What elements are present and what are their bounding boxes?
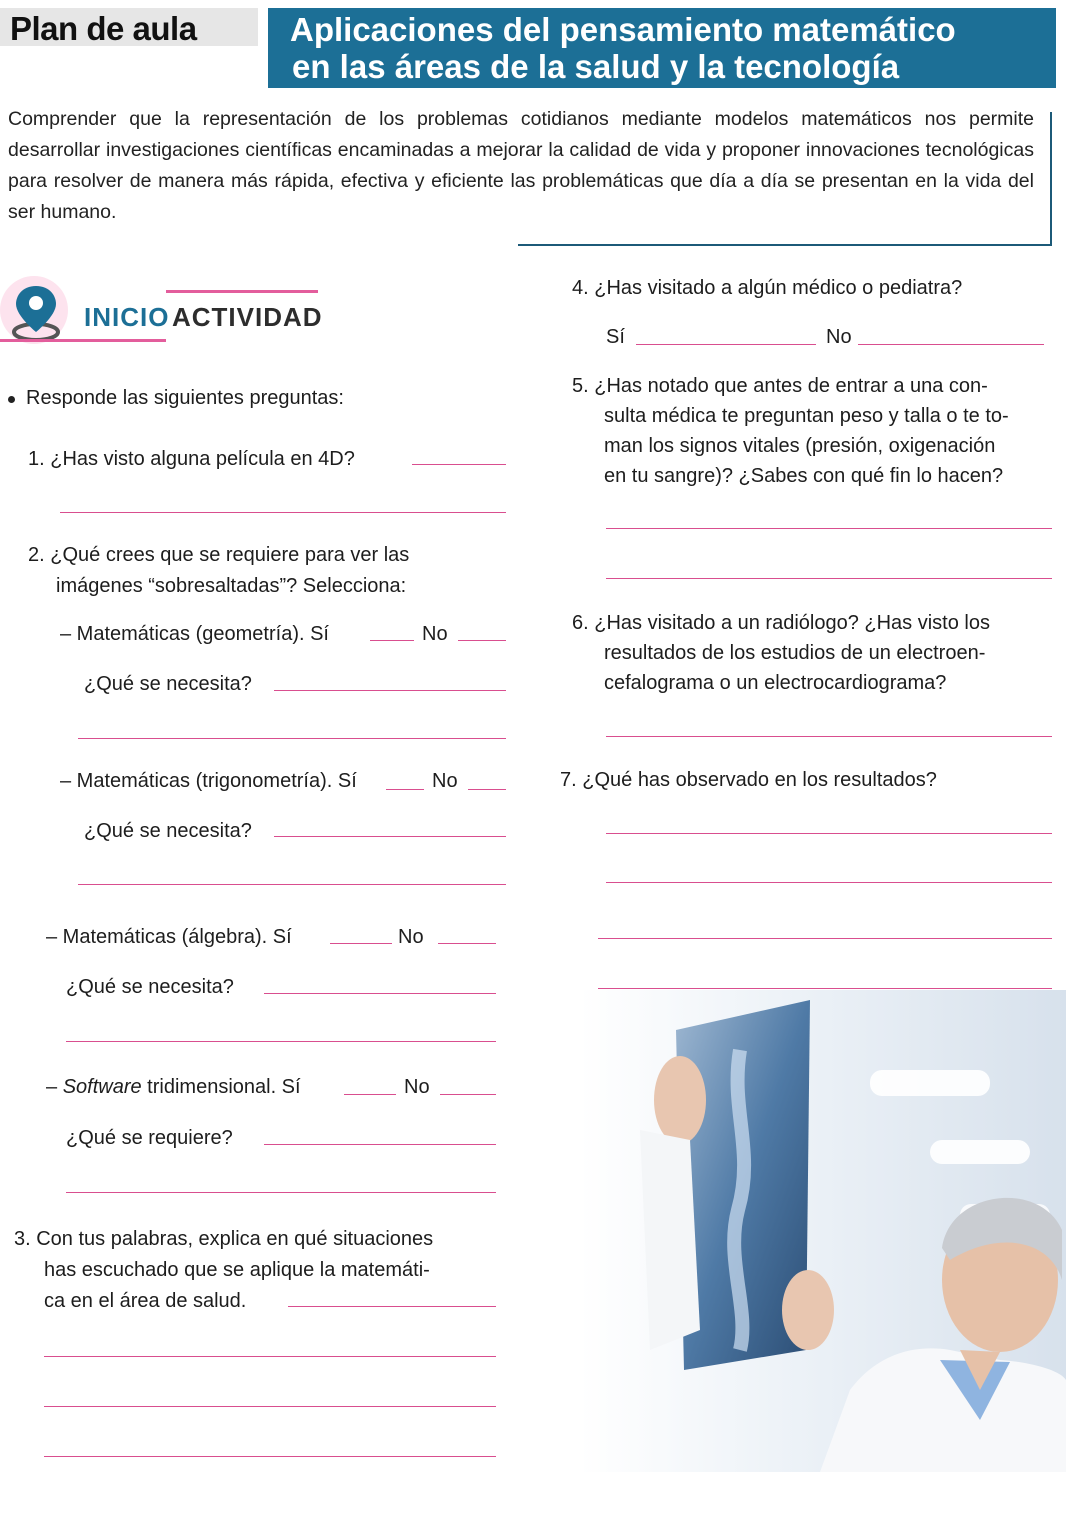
question-5-line-4: en tu sangre)? ¿Sabes con qué fin lo hacen? (604, 465, 1004, 487)
q4-si-line[interactable] (636, 344, 816, 345)
question-1: 1. ¿Has visto alguna película en 4D? (28, 448, 355, 470)
doctor-xray-photo (580, 990, 1066, 1472)
bullet-dot (8, 396, 15, 403)
geometria-no-line[interactable] (458, 640, 506, 641)
answer-line-q3-d[interactable] (44, 1456, 496, 1457)
algebra-no-label: No (398, 926, 424, 948)
question-2-line-1: 2. ¿Qué crees que se requiere para ver las (28, 544, 410, 566)
question-3-line-1: 3. Con tus palabras, explica en qué situaciones (14, 1228, 434, 1250)
answer-line-q1-b[interactable] (60, 512, 506, 513)
q4-si-label: Sí (606, 326, 625, 348)
question-2-line-2: imágenes “sobresaltadas”? Selecciona: (56, 575, 407, 597)
trigonometria-answer-line-b[interactable] (78, 884, 506, 885)
inicio-label: INICIO (84, 302, 170, 332)
title-banner (268, 8, 1056, 88)
badge-underline (0, 339, 166, 342)
software-answer-line[interactable] (264, 1144, 496, 1145)
answer-line-q6[interactable] (606, 736, 1052, 737)
geometria-si-line[interactable] (370, 640, 414, 641)
software-question: ¿Qué se requiere? (66, 1127, 233, 1149)
question-4: 4. ¿Has visitado a algún médico o pediatra? (572, 277, 963, 299)
geometria-answer-line[interactable] (274, 690, 506, 691)
question-3-line-2: has escuchado que se aplique la matemáti- (44, 1259, 430, 1281)
option-software: – Software tridimensional. Sí (46, 1076, 301, 1098)
software-no-line[interactable] (440, 1094, 496, 1095)
answer-line-q7-c[interactable] (598, 938, 1052, 939)
geometria-no-label: No (422, 623, 448, 645)
question-5-line-2: sulta médica te preguntan peso y talla o te to- (604, 405, 1009, 427)
software-rest: tridimensional. Sí (141, 1076, 301, 1098)
geometria-answer-line-b[interactable] (78, 738, 506, 739)
option-geometria: – Matemáticas (geometría). Sí (60, 623, 329, 645)
answer-line-q7-b[interactable] (606, 882, 1052, 883)
software-answer-line-b[interactable] (66, 1192, 496, 1193)
question-7: 7. ¿Qué has observado en los resultados? (560, 769, 937, 791)
intro-paragraph: Comprender que la representación de los problemas cotidianos mediante modelos matemáticos nos permite desarrollar investigaciones científicas encaminadas a mejorar la calidad de vida y proponer innovaciones tecnológicas para resolver de manera más rápida, efectiva y eficiente las problemáticas que día a día se presentan en la vida del ser humano. (8, 108, 1034, 223)
option-trigonometria: – Matemáticas (trigonometría). Sí (60, 770, 357, 792)
algebra-no-line[interactable] (438, 943, 496, 944)
plan-de-aula-label: Plan de aula (10, 10, 197, 47)
algebra-si-line[interactable] (330, 943, 392, 944)
answer-line-q7[interactable] (606, 833, 1052, 834)
question-3-line-3: ca en el área de salud. (44, 1290, 247, 1312)
intro-frame-vertical (1050, 112, 1052, 246)
option-algebra: – Matemáticas (álgebra). Sí (46, 926, 292, 948)
instruction-text: Responde las siguientes preguntas: (26, 387, 344, 409)
answer-line-q3-b[interactable] (44, 1356, 496, 1357)
actividad-overline (166, 290, 318, 293)
answer-line-q3-c[interactable] (44, 1406, 496, 1407)
algebra-answer-line[interactable] (264, 993, 496, 994)
trigonometria-si-line[interactable] (386, 789, 424, 790)
plan-de-aula-tag (0, 8, 258, 46)
trigonometria-question: ¿Qué se necesita? (84, 820, 252, 842)
question-5-line-1: 5. ¿Has notado que antes de entrar a una con- (572, 375, 988, 397)
algebra-question: ¿Qué se necesita? (66, 976, 234, 998)
title-line-2: en las áreas de la salud y la tecnología (292, 48, 900, 85)
question-5-line-3: man los signos vitales (presión, oxigenación (604, 435, 996, 457)
trigonometria-answer-line[interactable] (274, 836, 506, 837)
q4-no-label: No (826, 326, 852, 348)
answer-line-q3[interactable] (288, 1306, 496, 1307)
actividad-label: ACTIVIDAD (172, 302, 323, 332)
title-line-1: Aplicaciones del pensamiento matemático (290, 11, 956, 48)
question-6-line-3: cefalograma o un electrocardiograma? (604, 672, 947, 694)
trigonometria-no-line[interactable] (468, 789, 506, 790)
answer-line-q5-b[interactable] (606, 578, 1052, 579)
software-si-line[interactable] (344, 1094, 396, 1095)
software-italic: Software (62, 1076, 142, 1098)
q4-no-line[interactable] (858, 344, 1044, 345)
trigonometria-no-label: No (432, 770, 458, 792)
answer-line-q7-d[interactable] (598, 988, 1052, 989)
software-no-label: No (404, 1076, 430, 1098)
answer-line-q1[interactable] (412, 464, 506, 465)
question-6-line-1: 6. ¿Has visitado a un radiólogo? ¿Has visto los (572, 612, 990, 634)
intro-frame-horizontal (518, 244, 1052, 246)
geometria-question: ¿Qué se necesita? (84, 673, 252, 695)
algebra-answer-line-b[interactable] (66, 1041, 496, 1042)
answer-line-q5[interactable] (606, 528, 1052, 529)
location-pin-icon (8, 282, 64, 342)
question-6-line-2: resultados de los estudios de un electroen- (604, 642, 986, 664)
